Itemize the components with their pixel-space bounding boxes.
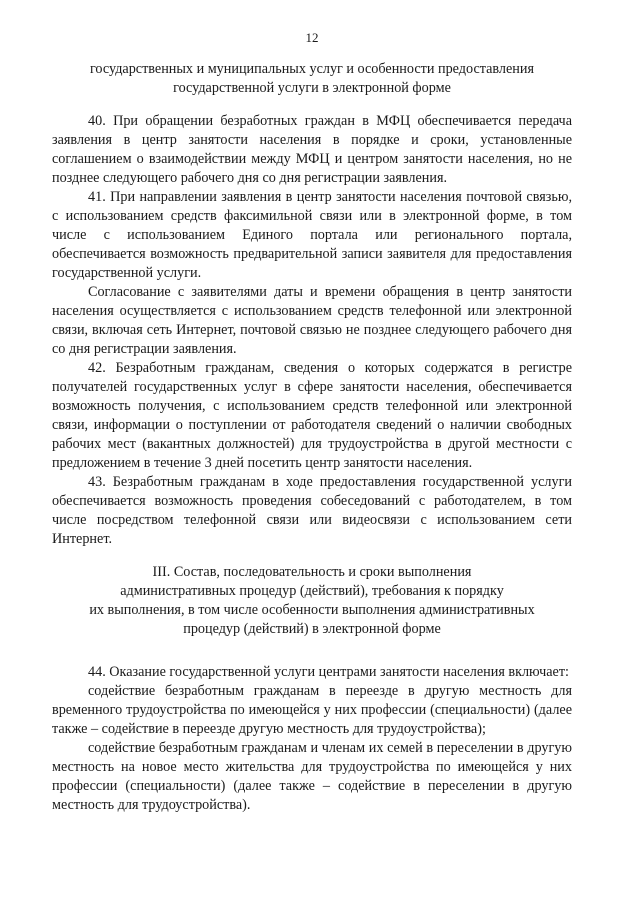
- section-heading: [52, 563, 572, 639]
- paragraph-43: 43. Безработным гражданам в ходе предоставления государственной услуги обеспечивается возможность проведения собеседований с работодателем, в том числе посредством телефонной связи или видеосвязи с использованием сети Интернет.: [52, 474, 572, 547]
- paragraphs-before-section: [52, 112, 572, 549]
- section-heading-line: процедур (действий) в электронной форме: [183, 621, 441, 637]
- section-heading-line: административных процедур (действий), требования к порядку: [120, 583, 504, 599]
- top-heading-line: государственной услуги в электронной форме: [173, 80, 451, 96]
- paragraph-41: 41. При направлении заявления в центр занятости населения почтовой связью, с использованием средств факсимильной связи или в электронной форме, в том числе с использованием Единого портала или регионального портала, обеспечивается возможность предварительной записи заявителя для предоставления государственной услуги.: [52, 189, 572, 281]
- paragraph-40: 40. При обращении безработных граждан в МФЦ обеспечивается передача заявления в центр занятости населения в порядке и сроки, установленные соглашением о взаимодействии между МФЦ и центром занятости населения, но не позднее следующего рабочего дня со дня регистрации заявления.: [52, 113, 572, 186]
- top-heading: [52, 60, 572, 98]
- top-heading-line: государственных и муниципальных услуг и особенности предоставления: [89, 61, 535, 77]
- section-heading-line: их выполнения, в том числе особенности выполнения административных: [89, 602, 535, 618]
- paragraph-44-item-relocation-temporary: содействие безработным гражданам в переезде в другую местность для временного трудоустройства по имеющейся у них профессии (специальности) (далее также – содействие в переезде другую местность для трудоустройства);: [52, 683, 572, 737]
- page-number: 12: [305, 30, 319, 45]
- section-heading-line: III. Состав, последовательность и сроки выполнения: [152, 564, 472, 580]
- paragraph-44: 44. Оказание государственной услуги центрами занятости населения включает:: [88, 664, 569, 680]
- paragraph-41-continuation: Согласование с заявителями даты и времени обращения в центр занятости населения осуществляется с использованием средств телефонной или электронной связи, включая сеть Интернет, почтовой связью не позднее следующего рабочего дня со дня регистрации заявления.: [52, 284, 572, 357]
- paragraph-42: 42. Безработным гражданам, сведения о которых содержатся в регистре получателей государственных услуг в сфере занятости населения, обеспечивается возможность получения, с использованием средств телефонной или электронной связи, информации о поступлении от работодателя сведений о наличии свободных рабочих мест (вакантных должностей) для трудоустройства в другой местности с предложением в течение 3 дней посетить центр занятости населения.: [52, 360, 572, 471]
- paragraph-44-item-resettlement: содействие безработным гражданам и членам их семей в переселении в другую местность на новое место жительства для трудоустройства по имеющейся у них профессии (специальности) (далее также – содействие в переселении в другую местность для трудоустройства).: [52, 740, 572, 813]
- document-page: [52, 0, 572, 905]
- paragraphs-after-section: [52, 663, 572, 815]
